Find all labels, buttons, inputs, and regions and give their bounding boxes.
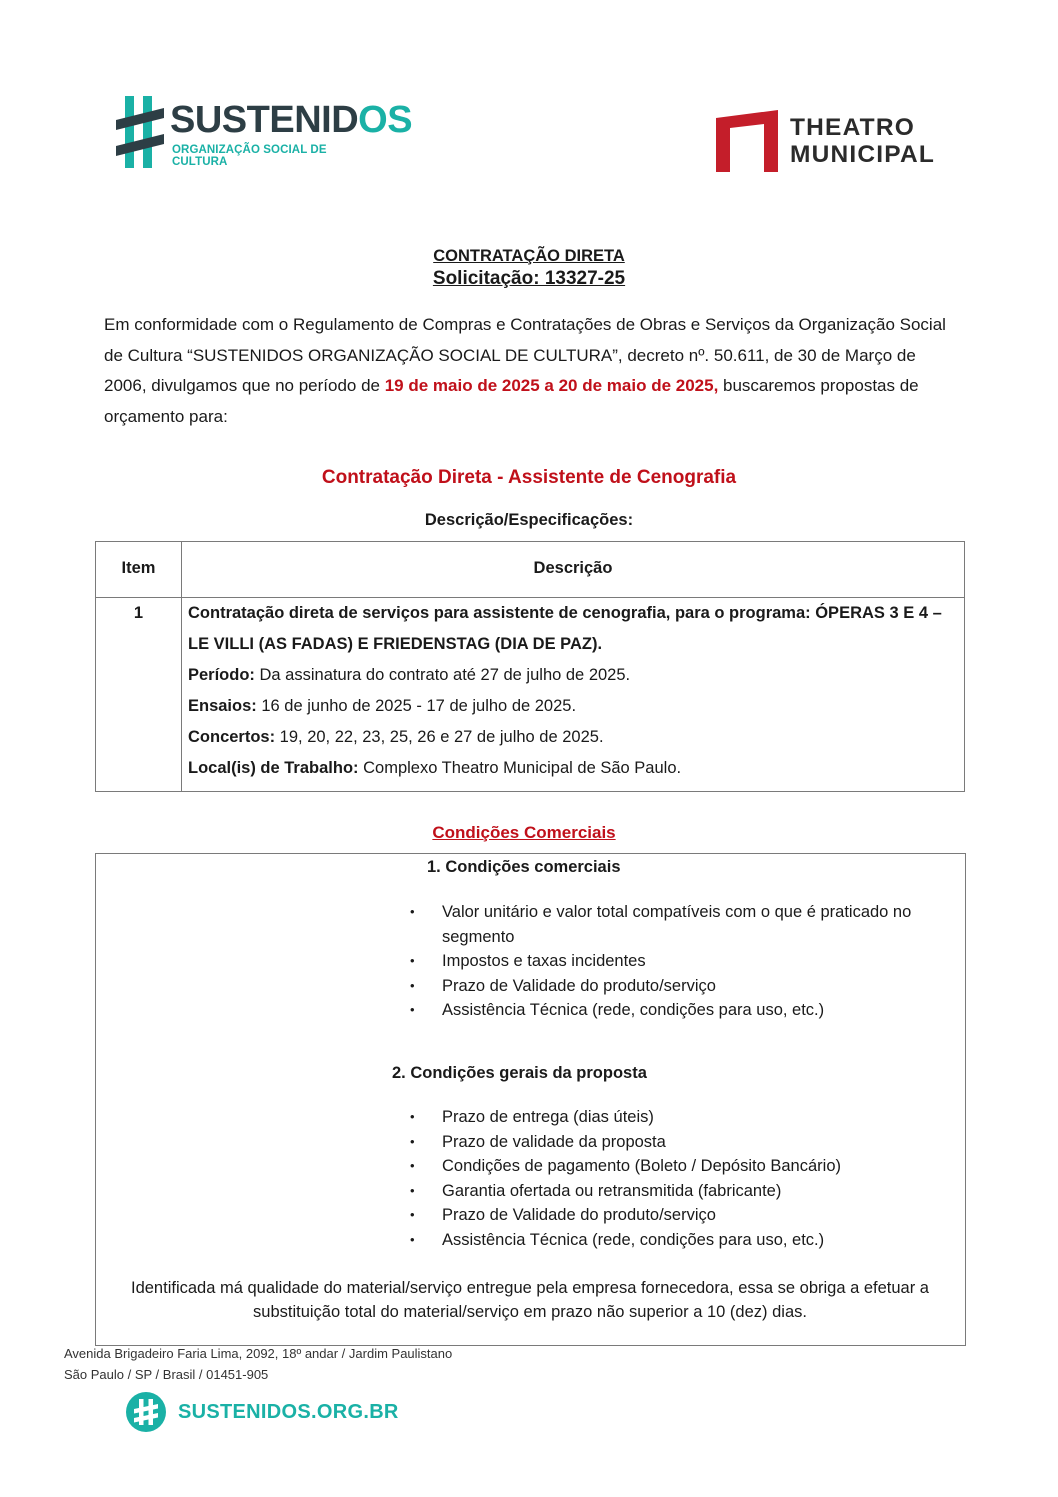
quality-note: Identificada má qualidade do material/serviço entregue pela empresa fornecedora, essa se obriga a efetuar a substituição total do material/serviço em prazo não superior a 10 (dez) dias. — [131, 1279, 929, 1321]
section-title: Contratação Direta - Assistente de Cenografia — [321, 467, 737, 488]
sustenidos-logo — [116, 94, 413, 172]
list-item: • Prazo de entrega (dias úteis) — [410, 1105, 955, 1130]
detail-rehearsals: Ensaios: 16 de junho de 2025 - 17 de julho de 2025. — [188, 697, 577, 715]
list-item: • Impostos e taxas incidentes — [410, 949, 955, 974]
theatro-wordmark: THEATRO MUNICIPAL — [790, 114, 936, 168]
list-item: • Prazo de Validade do produto/serviço — [410, 974, 955, 999]
commercial-conditions-title: Condições Comerciais — [432, 823, 616, 842]
description-label: Descrição/Especificações: — [424, 511, 634, 529]
detail-concerts: Concertos: 19, 20, 22, 23, 25, 26 e 27 de julho de 2025. — [188, 728, 604, 746]
list-item: • Prazo de validade da proposta — [410, 1130, 955, 1155]
table-row-description — [188, 598, 956, 784]
period-highlight: 19 de maio de 2025 a 20 de maio de 2025, — [384, 376, 719, 395]
specification-table — [95, 541, 965, 792]
sustenidos-wordmark: SUSTENIDOS — [170, 99, 413, 141]
commercial-conditions-list — [410, 900, 955, 1023]
detail-workplace: Local(is) de Trabalho: Complexo Theatro Municipal de São Paulo. — [188, 759, 682, 777]
theatro-municipal-logo — [716, 110, 956, 174]
list-item: • Garantia ofertada ou retransmitida (fabricante) — [410, 1179, 955, 1204]
service-description: Contratação direta de serviços para assistente de cenografia, para o programa: ÓPERAS 3 E 4 – LE VILLI (AS FADAS) E FRIEDENSTAG (DIA DE PAZ). — [188, 604, 942, 653]
table-row-item-number: 1 — [133, 604, 144, 622]
website-link[interactable]: SUSTENIDOS.ORG.BR — [178, 1401, 399, 1423]
sustenidos-tagline: ORGANIZAÇÃO SOCIAL DE CULTURA — [172, 144, 327, 168]
intro-paragraph: Em conformidade com o Regulamento de Compras e Contratações de Obras e Serviços da Organização Social de Cultura “SUSTENIDOS ORGANIZAÇÃO SOCIAL DE CULTURA”, decreto nº. 50.611, de 30 de Março de 2006, divulgamos que no período de 19 de maio de 2025 a 20 de maio de 2025, buscaremos propostas de orçamento para: — [104, 315, 946, 426]
request-number: Solicitação: 13327-25 — [432, 268, 626, 289]
conditions-section2-heading: 2. Condições gerais da proposta — [392, 1064, 647, 1082]
list-item: • Assistência Técnica (rede, condições para uso, etc.) — [410, 1228, 955, 1253]
proposal-conditions-list — [410, 1105, 955, 1252]
hash-circle-logo-icon — [126, 1392, 166, 1432]
list-item: • Condições de pagamento (Boleto / Depósito Bancário) — [410, 1154, 955, 1179]
list-item: • Valor unitário e valor total compatíveis com o que é praticado no segmento — [410, 900, 955, 949]
hash-sharp-logo-icon — [116, 94, 164, 170]
column-header-item: Item — [121, 559, 156, 577]
theatro-arch-logo-icon — [716, 110, 778, 172]
conditions-section1-heading: 1. Condições comerciais — [427, 858, 621, 876]
list-item: • Assistência Técnica (rede, condições para uso, etc.) — [410, 998, 955, 1023]
footer-logo — [126, 1392, 399, 1436]
column-header-description: Descrição — [533, 559, 613, 577]
document-title: CONTRATAÇÃO DIRETA — [433, 247, 625, 265]
detail-period: Período: Da assinatura do contrato até 27 de julho de 2025. — [188, 666, 631, 684]
list-item: • Prazo de Validade do produto/serviço — [410, 1203, 955, 1228]
footer-address: Avenida Brigadeiro Faria Lima, 2092, 18º andar / Jardim Paulistano São Paulo / SP / Brasil / 01451-905 — [64, 1346, 453, 1382]
